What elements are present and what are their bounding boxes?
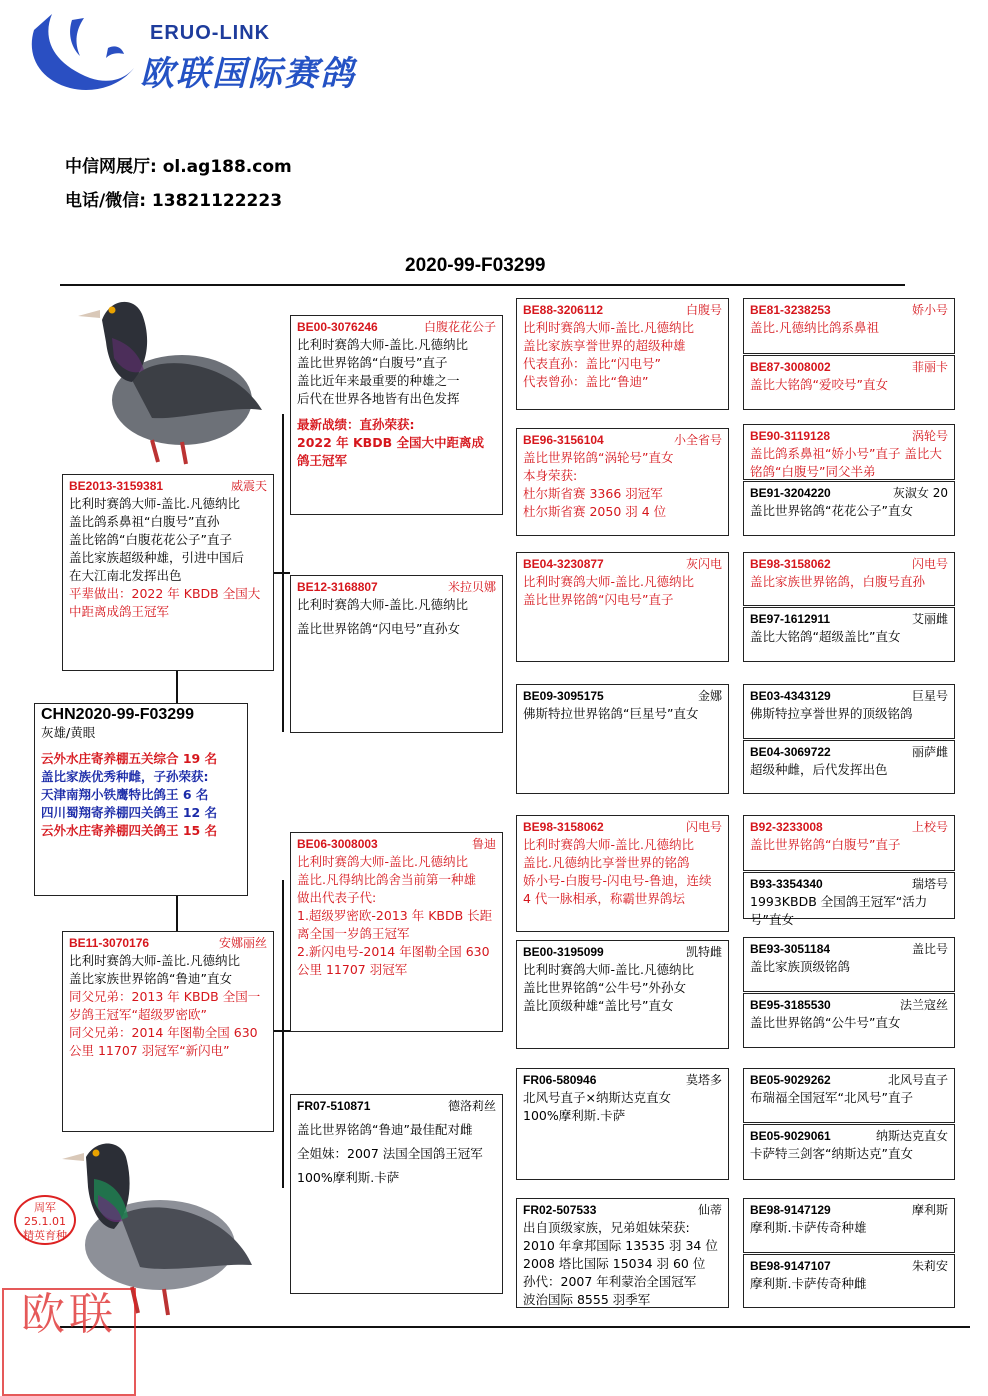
subject-achievement-5: 云外水庄寄养棚四关鸽王 15 名 [41, 823, 218, 838]
g4-name: 艾丽雌 [911, 612, 948, 626]
g4-line: 盖比世界铭鸽“公牛号”直女 [750, 1015, 901, 1030]
g3-ring: BE00-3195099 [523, 945, 604, 959]
g3-line: 本身荣获: [523, 468, 578, 483]
sire-line: 比利时赛鸽大师-盖比.凡德纳比 [69, 496, 240, 511]
g4-name: 摩利斯 [911, 1203, 948, 1217]
dd-ring: FR07-510871 [297, 1099, 371, 1113]
g4-name: 娇小号 [911, 303, 948, 317]
g4-line: 盖比世界铭鸽“花花公子”直女 [750, 503, 913, 518]
g4-ring: B93-3354340 [750, 877, 823, 891]
g4-ring: B92-3233008 [750, 820, 823, 834]
contact-phone: 电话/微信: 13821122223 [65, 191, 283, 211]
contact-website: 中信网展厅: ol.ag188.com [65, 157, 292, 177]
g3-box [516, 1068, 729, 1180]
g4-ring: BE98-9147129 [750, 1203, 831, 1217]
dd-name: 德洛莉丝 [447, 1099, 496, 1113]
ds-ring: BE06-3008003 [297, 837, 378, 851]
g4-name: 上校号 [911, 820, 948, 834]
g4-ring: BE05-9029262 [750, 1073, 831, 1087]
dam-sire-box [290, 832, 503, 1032]
ds-name: 鲁迪 [471, 837, 496, 851]
ss-name: 白腹花花公子 [423, 320, 496, 334]
g3-line: 盖比世界铭鸽“闪电号”直子 [523, 592, 674, 607]
g3-name: 凯特雌 [685, 945, 722, 959]
subject-desc: 灰雄/黄眼 [41, 725, 96, 740]
ss-line: 比利时赛鸽大师-盖比.凡德纳比 [297, 337, 468, 352]
g4-name: 法兰寇丝 [899, 998, 948, 1012]
g4-ring: BE97-1612911 [750, 612, 831, 626]
g3-box [516, 684, 729, 794]
brand-chinese: 欧联国际赛鸽 [140, 54, 356, 94]
g4-line: 盖比大铭鸽“爱咬号”直女 [750, 377, 888, 392]
sire-line: 盖比家族超级种雄，引进中国后 [69, 550, 245, 565]
sire-sire-box [290, 315, 503, 515]
g3-line: 盖比.凡德纳比享誉世界的铭鸽 [523, 855, 690, 870]
g4-ring: BE03-4343129 [750, 689, 831, 703]
connector-sire [176, 670, 178, 704]
sd-line: 盖比世界铭鸽“闪电号”直孙女 [297, 621, 460, 636]
g3-name: 灰闪电 [685, 557, 722, 571]
subject-achievement-1: 云外水庄寄养棚五关综合 19 名 [41, 751, 218, 766]
g4-box [743, 1124, 955, 1180]
g3-line: 孙代：2007 年利蒙治全国冠军 [523, 1274, 697, 1289]
g4-name: 菲丽卡 [911, 360, 948, 374]
g4-ring: BE98-9147107 [750, 1259, 831, 1273]
g4-line: 摩利斯.卡萨传奇种雄 [750, 1220, 867, 1235]
bottom-rule [60, 1326, 970, 1328]
ss-ring: BE00-3076246 [297, 320, 378, 334]
ss-line: 盖比世界铭鸽“白腹号”直子 [297, 355, 448, 370]
g3-line: 娇小号-白腹号-闪电号-鲁迪，连续 4 代一脉相承，称霸世界鸽坛 [523, 873, 712, 906]
ss-achievement-head: 最新战绩：直孙荣获: [297, 417, 415, 432]
g3-box [516, 298, 729, 410]
g3-box [516, 940, 729, 1049]
g3-line: 比利时赛鸽大师-盖比.凡德纳比 [523, 320, 694, 335]
g4-line: 超级种雌，后代发挥出色 [750, 762, 888, 777]
g3-box [516, 1198, 729, 1308]
g4-box [743, 298, 955, 354]
g4-line: 卡萨特三剑客“纳斯达克”直女 [750, 1146, 913, 1161]
g3-line: 盖比世界铭鸽“公牛号”外孙女 [523, 980, 686, 995]
ss-line: 盖比近年来最重要的种雄之一 [297, 373, 460, 388]
g3-line: 盖比家族享誉世界的超级种雄 [523, 338, 686, 353]
g3-ring: FR02-507533 [523, 1203, 597, 1217]
g3-ring: BE88-3206112 [523, 303, 604, 317]
g3-box [516, 815, 729, 932]
ds-offspring-1: 1.超级罗密欧-2013 年 KBDB 长距离全国一岁鸽王冠军 [297, 908, 493, 941]
logo-dove-icon [12, 8, 142, 104]
g4-name: 涡轮号 [911, 429, 948, 443]
g4-line: 盖比家族世界铭鸽，白腹号直孙 [750, 574, 926, 589]
g3-name: 闪电号 [685, 820, 722, 834]
g4-box [743, 815, 955, 871]
subject-ring: CHN2020-99-F03299 [41, 706, 194, 723]
g3-line: 出自顶级家族，兄弟姐妹荣获: [523, 1220, 690, 1235]
ds-line: 比利时赛鸽大师-盖比.凡德纳比 [297, 854, 468, 869]
g4-box [743, 481, 955, 536]
g3-name: 白腹号 [685, 303, 722, 317]
g3-line: 比利时赛鸽大师-盖比.凡德纳比 [523, 837, 694, 852]
sire-line: 盖比铭鸽“白腹花花公子”直子 [69, 532, 232, 547]
g3-line: 盖比世界铭鸽“涡轮号”直女 [523, 450, 674, 465]
brand-english: ERUO-LINK [150, 22, 271, 44]
g3-line: 2010 年拿邦国际 13535 羽 34 位 [523, 1238, 718, 1253]
dam-box [62, 931, 274, 1132]
g3-line: 盖比顶级种雄“盖比号”直女 [523, 998, 674, 1013]
g4-name: 瑞塔号 [911, 877, 948, 891]
g4-name: 丽萨雌 [911, 745, 948, 759]
dam-dam-box [290, 1094, 503, 1294]
sd-name: 米拉贝娜 [447, 580, 496, 594]
g3-ring: FR06-580946 [523, 1073, 597, 1087]
ss-achievement: 2022 年 KBDB 全国大中距离成鸽王冠军 [297, 435, 484, 468]
g4-box [743, 872, 955, 927]
ds-offspring-2: 2.新闪电号-2014 年图勒全国 630 公里 11707 羽冠军 [297, 944, 490, 977]
g4-ring: BE95-3185530 [750, 998, 831, 1012]
sire-name: 威震天 [230, 479, 267, 493]
g4-box [743, 424, 955, 480]
g4-name: 灰淑女 20 [892, 486, 948, 500]
g3-line: 比利时赛鸽大师-盖比.凡德纳比 [523, 962, 694, 977]
g4-ring: BE98-3158062 [750, 557, 831, 571]
stamp-label: 精英育种 [23, 1229, 67, 1242]
g3-box [516, 552, 729, 662]
subject-box [34, 703, 248, 896]
g3-line: 2008 塔比国际 15034 羽 60 位 [523, 1256, 706, 1271]
g4-ring: BE04-3069722 [750, 745, 831, 759]
g3-line: 代表曾孙：盖比“鲁迪” [523, 374, 649, 389]
g4-ring: BE87-3008002 [750, 360, 831, 374]
g3-line: 杜尔斯省赛 3366 羽冠军 [523, 486, 663, 501]
subject-achievement-3: 天津南翔小铁鹰特比鸽王 6 名 [41, 787, 209, 802]
g4-box [743, 552, 955, 606]
g3-name: 仙蒂 [697, 1203, 722, 1217]
g3-line: 比利时赛鸽大师-盖比.凡德纳比 [523, 574, 694, 589]
g3-name: 金娜 [697, 689, 722, 703]
g4-name: 巨星号 [911, 689, 948, 703]
g4-box [743, 1198, 955, 1253]
g3-line: 北风号直子×纳斯达克直女 [523, 1090, 671, 1105]
connector-sire-vertical [282, 414, 284, 732]
title-rule [60, 284, 905, 286]
g3-ring: BE09-3095175 [523, 689, 604, 703]
dam-ring: BE11-3070176 [69, 936, 150, 950]
dd-line: 盖比世界铭鸽“鲁迪”最佳配对雌 [297, 1122, 473, 1137]
stamp-date: 25.1.01 [24, 1215, 66, 1228]
sire-box [62, 474, 274, 671]
g4-ring: BE93-3051184 [750, 942, 831, 956]
g4-box [743, 355, 955, 410]
g4-line: 盖比家族顶级铭鸽 [750, 959, 851, 974]
dam-sibling-1: 同父兄弟：2013 年 KBDB 全国一岁鸽王冠军“超级罗密欧” [69, 989, 261, 1022]
g3-line: 杜尔斯省赛 2050 羽 4 位 [523, 504, 667, 519]
sire-dam-box [290, 575, 503, 733]
date-stamp [14, 1195, 76, 1245]
g4-box [743, 740, 955, 794]
g4-line: 盖比大铭鸽“超级盖比”直女 [750, 629, 901, 644]
g3-line: 佛斯特拉世界铭鸽“巨星号”直女 [523, 706, 699, 721]
ds-line: 做出代表子代: [297, 890, 377, 905]
g4-name: 纳斯达克直女 [875, 1129, 948, 1143]
g4-line: 摩利斯.卡萨传奇种雌 [750, 1276, 867, 1291]
g3-line: 100%摩利斯.卡萨 [523, 1108, 626, 1123]
g4-name: 朱莉安 [911, 1259, 948, 1273]
sd-ring: BE12-3168807 [297, 580, 378, 594]
g4-name: 闪电号 [911, 557, 948, 571]
g4-box [743, 1068, 955, 1123]
dam-name: 安娜丽丝 [218, 936, 267, 950]
g4-line: 布瑞福全国冠军“北风号”直子 [750, 1090, 913, 1105]
g4-ring: BE91-3204220 [750, 486, 831, 500]
stamp-name: 周军 [34, 1201, 56, 1214]
dd-line: 全姐妹：2007 法国全国鸽王冠军 [297, 1146, 483, 1161]
g3-line: 代表直孙：盖比“闪电号” [523, 356, 661, 371]
dam-sibling-2: 同父兄弟：2014 年图勒全国 630 公里 11707 羽冠军“新闪电” [69, 1025, 258, 1058]
g4-box [743, 607, 955, 662]
sire-ring: BE2013-3159381 [69, 479, 164, 493]
g3-name: 莫塔多 [685, 1073, 722, 1087]
g3-name: 小全省号 [673, 433, 722, 447]
page-title: 2020-99-F03299 [405, 255, 546, 276]
g4-line: 盖比.凡德纳比鸽系鼻祖 [750, 320, 879, 335]
sire-achievement: 平辈做出：2022 年 KBDB 全国大中距离成鸽王冠军 [69, 586, 261, 619]
g4-name: 盖比号 [911, 942, 948, 956]
ds-line: 盖比.凡得纳比鸽舍当前第一种雄 [297, 872, 476, 887]
subject-achievement-4: 四川蜀翔寄养棚四关鸽王 12 名 [41, 805, 218, 820]
g3-ring: BE96-3156104 [523, 433, 604, 447]
g3-ring: BE04-3230877 [523, 557, 604, 571]
g4-box [743, 684, 955, 739]
g4-ring: BE05-9029061 [750, 1129, 831, 1143]
g4-line: 盖比鸽系鼻祖“娇小号”直子 盖比大铭鸽“白腹号”同父半弟 [750, 446, 942, 479]
g3-box [516, 428, 729, 536]
g4-box [743, 993, 955, 1048]
pigeon-photo-top [62, 290, 272, 470]
red-seal: 欧联 [2, 1288, 136, 1396]
g4-box [743, 1254, 955, 1308]
sire-line: 在大江南北发挥出色 [69, 568, 182, 583]
ss-line: 后代在世界各地皆有出色发挥 [297, 391, 460, 406]
subject-achievement-2: 盖比家族优秀种雌，子孙荣获: [41, 769, 209, 784]
dam-line: 比利时赛鸽大师-盖比.凡德纳比 [69, 953, 240, 968]
g4-box [743, 937, 955, 992]
sd-line: 比利时赛鸽大师-盖比.凡德纳比 [297, 597, 468, 612]
g4-line: 1993KBDB 全国鸽王冠军“活力号”直女 [750, 894, 928, 927]
sire-line: 盖比鸽系鼻祖“白腹号”直孙 [69, 514, 220, 529]
g4-name: 北风号直子 [887, 1073, 948, 1087]
g3-ring: BE98-3158062 [523, 820, 604, 834]
g3-line: 波治国际 8555 羽季军 [523, 1292, 651, 1307]
g4-line: 佛斯特拉享誉世界的顶级铭鸽 [750, 706, 913, 721]
connector-dam-vertical [282, 880, 284, 1188]
connector-dam [176, 895, 178, 931]
g4-ring: BE81-3238253 [750, 303, 831, 317]
g4-line: 盖比世界铭鸽“白腹号”直子 [750, 837, 901, 852]
g4-ring: BE90-3119128 [750, 429, 831, 443]
dd-line: 100%摩利斯.卡萨 [297, 1170, 400, 1185]
dam-line: 盖比家族世界铭鸽“鲁迪”直女 [69, 971, 232, 986]
